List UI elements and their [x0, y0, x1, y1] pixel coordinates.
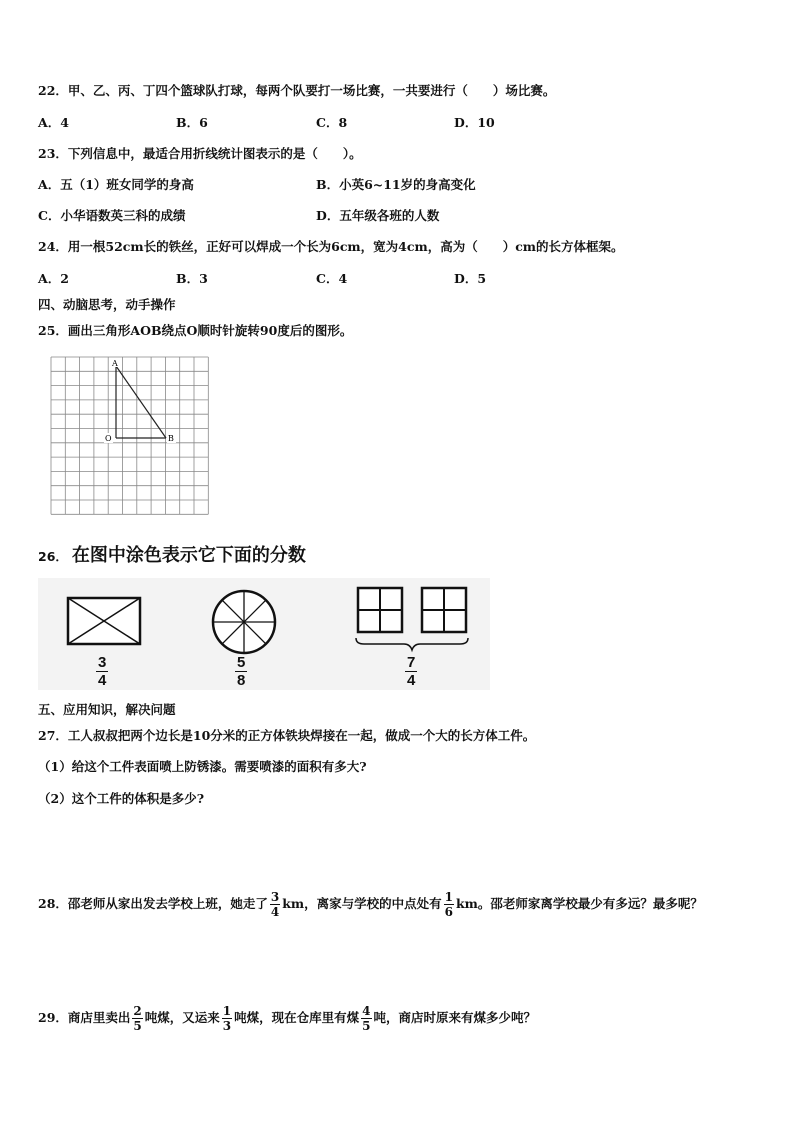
grid-svg [46, 352, 216, 524]
fraction-numerator: 4 [362, 1004, 371, 1018]
question-23-text: 23．下列信息中，最适合用折线统计图表示的是（ ）。 [38, 146, 362, 161]
q29-part2: 吨煤，又运来 [144, 1010, 220, 1025]
section-5-heading: 五、应用知识，解决问题 [38, 702, 176, 717]
fraction-numerator: 2 [133, 1004, 142, 1018]
fraction-numerator: 3 [98, 654, 107, 671]
q24-option-a[interactable]: A．2 [38, 271, 69, 286]
question-26-number: 26． [38, 549, 68, 564]
fraction-4-5-inline [361, 1004, 371, 1033]
fraction-denominator: 6 [444, 905, 454, 919]
question-27-text: 27．工人叔叔把两个边长是10分米的正方体铁块焊接在一起，做成一个大的长方体工件。 [38, 728, 536, 743]
rotation-grid [46, 352, 216, 524]
question-25-text: 25．画出三角形AOB绕点O顺时针旋转90度后的图形。 [38, 323, 353, 338]
q29-part4: 吨，商店时原来有煤多少吨？ [373, 1010, 537, 1025]
question-26-title: 在图中涂色表示它下面的分数 [71, 545, 306, 566]
q23-option-d[interactable]: D．五年级各班的人数 [316, 208, 440, 223]
fraction-5-8 [235, 654, 247, 689]
question-29-text [38, 1004, 536, 1033]
question-27-sub2: （2）这个工件的体积是多少? [38, 791, 205, 806]
fraction-1-6-inline [444, 890, 454, 919]
brace [356, 638, 468, 650]
q23-option-c[interactable]: C．小华语数英三科的成绩 [38, 208, 186, 223]
point-a-label: A [112, 359, 118, 368]
fraction-2-5-inline [132, 1004, 142, 1033]
fraction-denominator: 5 [362, 1019, 371, 1033]
q22-option-d[interactable]: D．10 [454, 115, 495, 130]
q22-option-b[interactable]: B．6 [176, 115, 208, 130]
point-b-label: B [168, 434, 174, 443]
question-24-text: 24．用一根52cm长的铁丝，正好可以焊成一个长为6cm，宽为4cm，高为（ ）cm的长方体框架。 [38, 239, 624, 254]
question-27-sub1: （1）给这个工件表面喷上防锈漆。需要喷漆的面积有多大? [38, 759, 367, 774]
fraction-denominator: 4 [270, 905, 280, 919]
section-4-heading: 四、动脑思考，动手操作 [38, 297, 176, 312]
fraction-denominator: 8 [237, 672, 246, 689]
fraction-denominator: 3 [222, 1019, 232, 1033]
fraction-numerator: 1 [444, 890, 454, 904]
fraction-numerator: 7 [407, 654, 416, 671]
fraction-numerator: 3 [270, 890, 280, 904]
segment-ab [116, 366, 166, 438]
question-22-text: 22．甲、乙、丙、丁四个篮球队打球，每两个队要打一场比赛，一共要进行（ ）场比赛。 [38, 83, 556, 98]
fraction-figures-panel [38, 578, 490, 690]
question-26-heading [38, 541, 306, 567]
q23-option-a[interactable]: A．五（1）班女同学的身高 [38, 177, 194, 192]
fraction-numerator: 5 [237, 654, 246, 671]
q22-option-a[interactable]: A．4 [38, 115, 69, 130]
fraction-numerator: 1 [222, 1004, 232, 1018]
q28-part3: km。邵老师家离学校最少有多远？最多呢？ [456, 896, 703, 911]
q24-option-b[interactable]: B．3 [176, 271, 208, 286]
fraction-7-4 [405, 654, 417, 689]
fraction-denominator: 4 [98, 672, 107, 689]
fraction-3-4-inline [270, 890, 280, 919]
fraction-denominator: 4 [407, 672, 416, 689]
q24-option-d[interactable]: D．5 [454, 271, 487, 286]
point-o-label: O [105, 434, 112, 443]
q29-part1: 29．商店里卖出 [38, 1010, 131, 1025]
q22-option-c[interactable]: C．8 [316, 115, 348, 130]
q23-option-b[interactable]: B．小英6~11岁的身高变化 [316, 177, 476, 192]
fraction-denominator: 5 [133, 1019, 142, 1033]
rectangle-figure[interactable] [68, 598, 140, 644]
fraction-1-3-inline [222, 1004, 232, 1033]
q28-part2: km，离家与学校的中点处有 [282, 896, 442, 911]
q28-part1: 28．邵老师从家出发去学校上班，她走了 [38, 896, 268, 911]
circle-figure[interactable] [213, 591, 275, 653]
q24-option-c[interactable]: C．4 [316, 271, 348, 286]
fraction-3-4 [96, 654, 108, 689]
q29-part3: 吨煤，现在仓库里有煤 [234, 1010, 360, 1025]
two-squares-figure[interactable] [358, 588, 466, 632]
question-28-text [38, 890, 703, 919]
